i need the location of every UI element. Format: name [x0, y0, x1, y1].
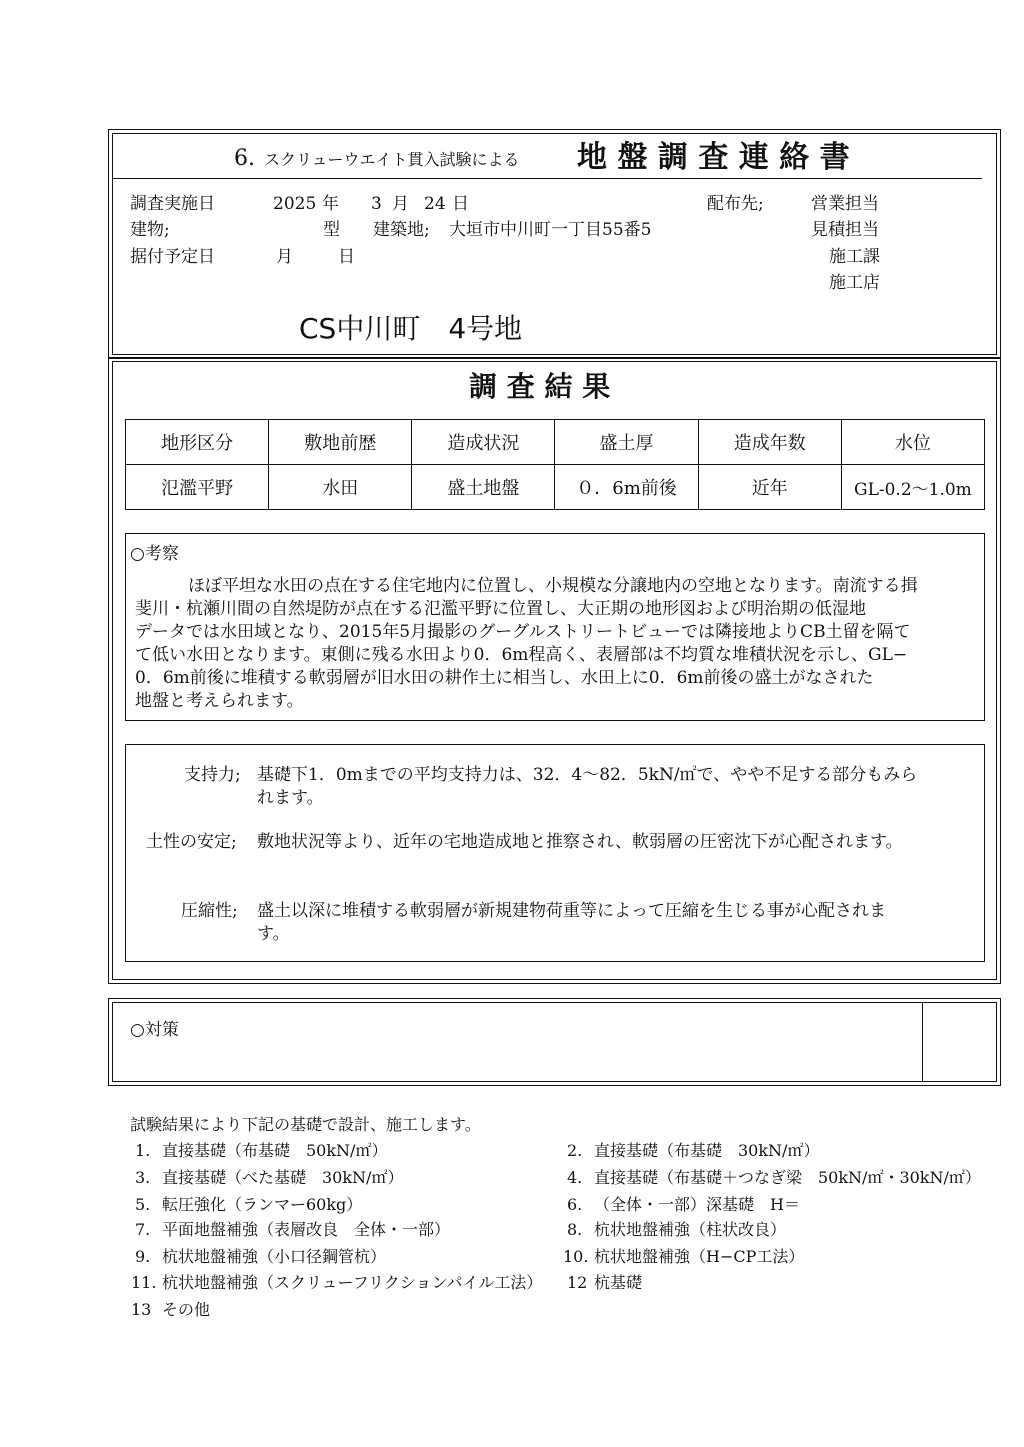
- option-text: 転圧強化（ランマー60kg）: [162, 1195, 363, 1214]
- option-text: 直接基礎（布基礎 30kN/㎡）: [594, 1141, 820, 1160]
- compressibility-label: 圧縮性;: [181, 901, 238, 921]
- option-text: 平面地盤補強（表層改良 全体・一部）: [162, 1220, 451, 1239]
- distribution-construction-dept: 施工課: [829, 247, 880, 267]
- option-text: 杭状地盤補強（スクリューフリクションパイル工法）: [162, 1273, 543, 1292]
- option-text: 直接基礎（布基礎＋つなぎ梁 50kN/㎡・30kN/㎡）: [594, 1168, 981, 1187]
- option-number: 4.: [567, 1168, 583, 1187]
- option-text: その他: [162, 1300, 211, 1319]
- report-subtitle: スクリューウエイト貫入試験による: [264, 150, 520, 169]
- header-fill-thickness: 盛土厚: [555, 420, 698, 465]
- value-development-age: 近年: [698, 465, 841, 510]
- option-text: 杭基礎: [594, 1273, 643, 1292]
- results-value-row: [126, 465, 985, 510]
- consideration-line-6: 地盤と考えられます。: [135, 691, 304, 711]
- option-number: 5.: [135, 1195, 151, 1214]
- survey-date-label: 調査実施日: [130, 194, 215, 214]
- option-number: 9.: [135, 1247, 151, 1266]
- value-fill-thickness: ０．6m前後: [555, 465, 698, 510]
- option-number: 2.: [567, 1141, 583, 1160]
- countermeasure-heading: ○対策: [130, 1020, 179, 1040]
- month-unit: 月: [392, 194, 409, 214]
- option-number: 11.: [131, 1273, 157, 1292]
- install-date-label: 据付予定日: [130, 247, 215, 267]
- day-unit: 日: [452, 194, 469, 214]
- site-label: 建築地;: [373, 220, 430, 240]
- option-number: 7.: [135, 1220, 151, 1239]
- distribution-sales: 営業担当: [811, 194, 879, 214]
- option-number: 3.: [135, 1168, 151, 1187]
- option-text: （全体・一部）深基礎 H＝: [594, 1195, 800, 1214]
- distribution-label: 配布先;: [707, 194, 764, 214]
- survey-year: 2025: [273, 194, 317, 214]
- countermeasure-inner-frame: [112, 1002, 997, 1082]
- report-title: 地 盤 調 査 連 絡 書: [577, 140, 850, 175]
- section-number: 6.: [234, 146, 255, 171]
- option-number: 8.: [567, 1220, 583, 1239]
- header-development: 造成状況: [412, 420, 555, 465]
- results-header-row: [126, 420, 985, 465]
- foundation-intro: 試験結果により下記の基礎で設計、施工します。: [130, 1115, 481, 1134]
- distribution-contractor: 施工店: [829, 273, 880, 293]
- header-water-level: 水位: [841, 420, 984, 465]
- consideration-line-2: 斐川・杭瀬川間の自然堤防が点在する氾濫平野に位置し、大正期の地形図および明治期の低湿地: [135, 599, 866, 619]
- consideration-line-1: ほぼ平坦な水田の点在する住宅地内に位置し、小規模な分譲地内の空地となります。南流する揖: [188, 576, 918, 596]
- option-number: 10.: [563, 1247, 589, 1266]
- option-text: 杭状地盤補強（小口径鋼管杭）: [162, 1247, 387, 1266]
- option-text: 杭状地盤補強（柱状改良）: [594, 1220, 787, 1239]
- header-terrain: 地形区分: [126, 420, 269, 465]
- option-text: 杭状地盤補強（H−CP工法）: [594, 1247, 805, 1266]
- countermeasure-divider: [922, 1002, 923, 1082]
- option-text: 直接基礎（べた基礎 30kN/㎡）: [162, 1168, 404, 1187]
- value-development: 盛土地盤: [412, 465, 555, 510]
- distribution-estimate: 見積担当: [811, 220, 879, 240]
- header-land-history: 敷地前歴: [269, 420, 412, 465]
- consideration-line-4: て低い水田となります。東側に残る水田より0．6m程高く、表層部は不均質な堆積状況を示し、GL−: [135, 645, 908, 665]
- option-text: 直接基礎（布基礎 50kN/㎡）: [162, 1141, 388, 1160]
- compressibility-text-1: 盛土以深に堆積する軟弱層が新規建物荷重等によって圧縮を生じる事が心配されま: [257, 901, 886, 921]
- value-water-level: GL-0.2〜1.0m: [841, 465, 984, 510]
- soil-stability-text: 敷地状況等より、近年の宅地造成地と推察され、軟弱層の圧密沈下が心配されます。: [257, 832, 903, 852]
- building-type-label: 型: [323, 220, 340, 240]
- year-unit: 年: [322, 194, 339, 214]
- bearing-label: 支持力;: [184, 765, 241, 785]
- option-number: 6.: [567, 1195, 583, 1214]
- compressibility-text-2: す。: [257, 924, 290, 944]
- building-label: 建物;: [130, 220, 170, 240]
- consideration-line-3: データでは水田域となり、2015年5月撮影のグーグルストリートビューでは隣接地よりCB土留を隔て: [135, 622, 911, 642]
- soil-stability-label: 土性の安定;: [146, 832, 237, 852]
- property-name: CS中川町 4号地: [299, 312, 523, 345]
- consideration-line-5: 0．6m前後に堆積する軟弱層が旧水田の耕作土に相当し、水田上に0．6m前後の盛土がなされた: [135, 668, 874, 688]
- bearing-text-1: 基礎下1．0mまでの平均支持力は、32．4〜82．5kN/㎡で、やや不足する部分もみら: [257, 765, 918, 785]
- results-table: [125, 419, 985, 510]
- site-address: 大垣市中川町一丁目55番5: [449, 220, 652, 240]
- value-land-history: 水田: [269, 465, 412, 510]
- consideration-heading: ○考察: [130, 544, 179, 564]
- survey-day: 24: [424, 194, 446, 214]
- header-development-age: 造成年数: [698, 420, 841, 465]
- install-day-unit: 日: [338, 247, 355, 267]
- value-terrain: 氾濫平野: [126, 465, 269, 510]
- bearing-text-2: れます。: [257, 788, 324, 808]
- results-title: 調 査 結 果: [469, 370, 611, 403]
- title-underline: [112, 178, 982, 179]
- survey-month: 3: [371, 194, 382, 214]
- option-number: 13: [131, 1300, 152, 1319]
- option-number: 12: [567, 1273, 588, 1292]
- install-month-unit: 月: [276, 247, 293, 267]
- option-number: 1.: [135, 1141, 151, 1160]
